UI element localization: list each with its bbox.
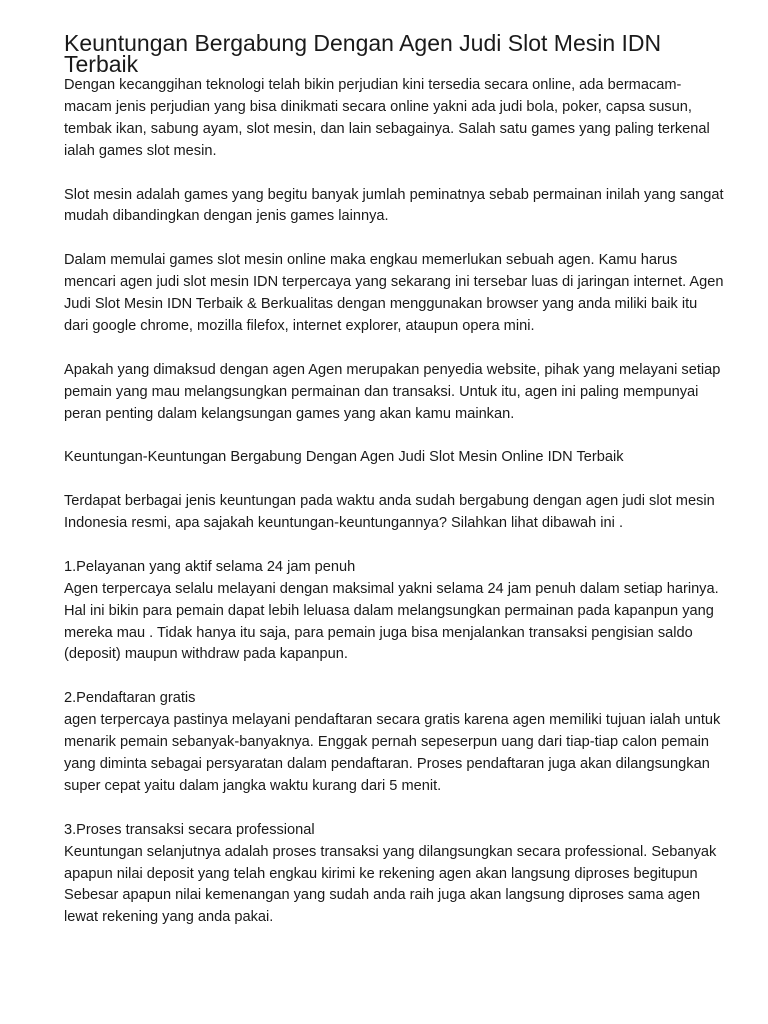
- document-page: [64, 30, 724, 951]
- section-benefit-2: [64, 688, 724, 798]
- section-heading: 1.Pelayanan yang aktif selama 24 jam penuh: [64, 558, 356, 575]
- section-body: agen terpercaya pastinya melayani pendaftaran secara gratis karena agen memiliki tujuan ialah untuk menarik pemain sebanyak-banyaknya. Enggak pernah sepeserpun uang dari tiap-tiap calon pemain yang diminta sebagai persyaratan dalam pendaftaran. Proses pendaftaran juga akan dilangsungkan super cepat yaitu dalam jangka waktu kurang dari 5 menit.: [64, 712, 721, 794]
- document-body: [64, 75, 724, 929]
- paragraph-slot-popularity: Slot mesin adalah games yang begitu banyak jumlah peminatnya sebab permainan inilah yang sangat mudah dibandingkan dengan jenis games lainnya.: [64, 186, 724, 225]
- paragraph-finding-agent: Dalam memulai games slot mesin online maka engkau memerlukan sebuah agen. Kamu harus mencari agen judi slot mesin IDN terpercaya yang sekarang ini tersebar luas di jaringan internet. Agen Judi Slot Mesin IDN Terbaik & Berkualitas dengan menggunakan browser yang anda miliki baik itu dari google chrome, mozilla filefox, internet explorer, ataupun opera mini.: [64, 252, 724, 334]
- paragraph-agent-definition: Apakah yang dimaksud dengan agen Agen merupakan penyedia website, pihak yang melayani setiap pemain yang mau melangsungkan permainan dan transaksi. Untuk itu, agen ini paling mempunyai peran penting dalam kelangsungan games yang akan kamu mainkan.: [64, 361, 721, 422]
- section-benefit-3: [64, 820, 724, 930]
- section-body: Agen terpercaya selalu melayani dengan maksimal yakni selama 24 jam penuh dalam setiap harinya. Hal ini bikin para pemain dapat lebih leluasa dalam melangsungkan permainan pada kapanpun yang mereka mau . Tidak hanya itu saja, para pemain juga bisa menjalankan transaksi pengisian saldo (deposit) maupun withdraw pada kapanpun.: [64, 580, 719, 663]
- paragraph-intro: Dengan kecanggihan teknologi telah bikin perjudian kini tersedia secara online, ada bermacam-macam jenis perjudian yang bisa dinikmati secara online yakni ada judi bola, poker, capsa susun, tembak ikan, sabung ayam, slot mesin, dan lain sebagainya. Salah satu games yang paling terkenal ialah games slot mesin.: [64, 77, 710, 159]
- section-heading: 2.Pendaftaran gratis: [64, 690, 196, 707]
- subheading-benefits: Keuntungan-Keuntungan Bergabung Dengan Agen Judi Slot Mesin Online IDN Terbaik: [64, 449, 624, 466]
- section-benefit-1: [64, 557, 724, 667]
- section-heading: 3.Proses transaksi secara professional: [64, 821, 315, 838]
- paragraph-benefits-intro: Terdapat berbagai jenis keuntungan pada waktu anda sudah bergabung dengan agen judi slot mesin Indonesia resmi, apa sajakah keuntungan-keuntungannya? Silahkan lihat dibawah ini .: [64, 493, 715, 532]
- document-title: Keuntungan Bergabung Dengan Agen Judi Slot Mesin IDN Terbaik: [64, 30, 662, 77]
- section-body: Keuntungan selanjutnya adalah proses transaksi yang dilangsungkan secara professional. Sebanyak apapun nilai deposit yang telah engkau kirimi ke rekening agen akan langsung diproses begitupun Sebesar apapun nilai kemenangan yang sudah anda raih juga akan langsung diproses sama agen lewat rekening yang anda pakai.: [64, 843, 717, 926]
